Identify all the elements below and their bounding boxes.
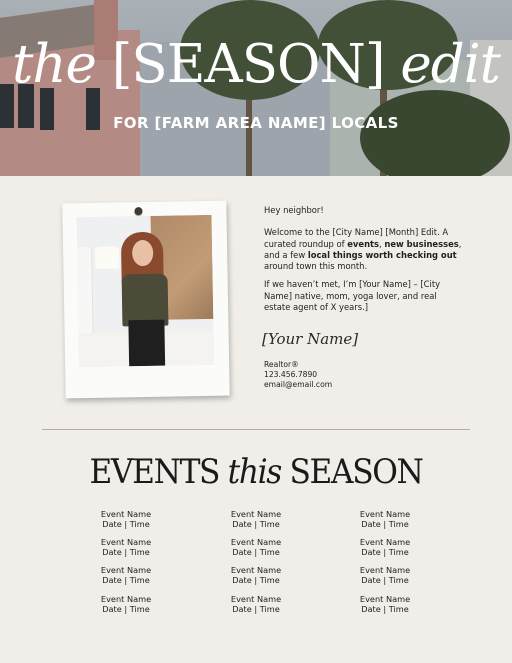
hero-title <box>0 34 512 95</box>
event-name: Event Name <box>230 509 282 519</box>
event-date-time: Date | Time <box>102 603 150 614</box>
event-date-time: Date | Time <box>361 603 409 614</box>
event-name: Event Name <box>100 565 152 575</box>
events-title <box>20 452 491 492</box>
event-date-time: Date | Time <box>232 518 280 529</box>
events-title-this: this <box>227 452 281 492</box>
hero-title-the: the <box>12 34 96 95</box>
event-date-time: Date | Time <box>361 518 409 529</box>
event-date-time: Date | Time <box>102 546 150 557</box>
event-name: Event Name <box>230 565 282 575</box>
pushpin-icon <box>134 207 142 215</box>
event-name: Event Name <box>230 537 282 547</box>
event-item <box>196 595 316 614</box>
event-name: Event Name <box>100 594 152 604</box>
event-item <box>196 538 316 557</box>
event-name: Event Name <box>359 509 411 519</box>
role: Realtor® <box>264 360 299 369</box>
events-title-events: EVENTS <box>89 452 220 492</box>
event-name: Event Name <box>100 537 152 547</box>
agent-photo <box>77 215 215 367</box>
welcome-paragraph <box>264 227 464 272</box>
event-item <box>66 566 186 585</box>
event-item <box>196 566 316 585</box>
event-item <box>66 538 186 557</box>
welcome-text-end: around town this month. <box>264 261 368 272</box>
welcome-text-comma: , <box>379 238 385 249</box>
polaroid-photo-frame <box>62 201 229 399</box>
event-date-time: Date | Time <box>232 546 280 557</box>
event-name: Event Name <box>359 537 411 547</box>
event-item <box>325 510 445 529</box>
event-item <box>66 595 186 614</box>
event-name: Event Name <box>359 594 411 604</box>
contact-block <box>264 360 332 390</box>
event-name: Event Name <box>359 565 411 575</box>
signature: [Your Name] <box>262 330 359 348</box>
hero-title-season: [SEASON] <box>111 34 385 95</box>
welcome-bold-businesses: new businesses <box>384 238 459 249</box>
event-item <box>66 510 186 529</box>
events-title-season: SEASON <box>289 452 423 492</box>
event-item <box>325 538 445 557</box>
intro-text <box>264 205 464 320</box>
about-paragraph: If we haven’t met, I’m [Your Name] – [City Name] native, mom, yoga lover, and real estate agent of X years.] <box>264 279 441 313</box>
event-item <box>325 595 445 614</box>
hero-banner <box>0 0 512 176</box>
event-date-time: Date | Time <box>232 574 280 585</box>
welcome-text-and: , and a few <box>264 238 462 260</box>
hero-title-edit: edit <box>400 34 500 95</box>
welcome-bold-local-things: local things worth checking out <box>307 249 457 260</box>
welcome-bold-events: events <box>347 238 380 249</box>
event-item <box>325 566 445 585</box>
greeting: Hey neighbor! <box>264 205 324 215</box>
email: email@email.com <box>264 380 333 389</box>
hero-subtitle: FOR [FARM AREA NAME] LOCALS <box>113 114 399 132</box>
phone: 123.456.7890 <box>264 370 318 379</box>
event-date-time: Date | Time <box>102 574 150 585</box>
event-name: Event Name <box>100 509 152 519</box>
event-date-time: Date | Time <box>232 603 280 614</box>
divider <box>42 429 470 430</box>
events-grid <box>0 510 512 620</box>
event-date-time: Date | Time <box>102 518 150 529</box>
event-date-time: Date | Time <box>361 546 409 557</box>
welcome-text: Welcome to the [City Name] [Month] Edit. A curated roundup of <box>264 227 449 249</box>
event-item <box>196 510 316 529</box>
event-date-time: Date | Time <box>361 574 409 585</box>
event-name: Event Name <box>230 594 282 604</box>
